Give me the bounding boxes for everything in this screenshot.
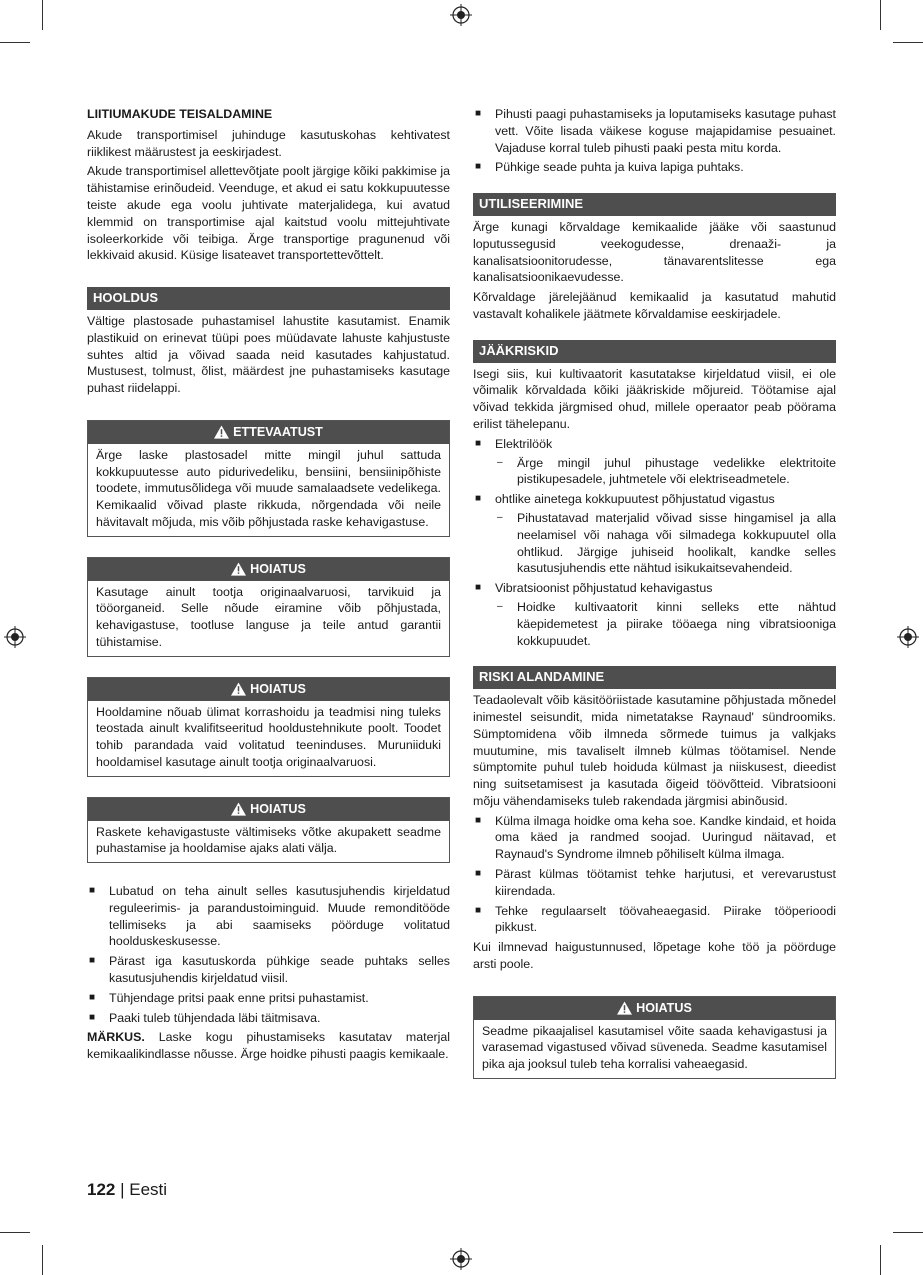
bullet-square-icon: ■ bbox=[89, 885, 96, 897]
registration-mark-icon bbox=[897, 626, 919, 648]
bullet-square-icon: ■ bbox=[475, 108, 482, 119]
risk-reduction-closing: Kui ilmnevad haigustunnused, lõpetage kohe töö ja pöörduge arsti poole. bbox=[473, 940, 836, 972]
risk-reduction-list bbox=[473, 813, 836, 937]
warning-text: Hooldamine nõuab ülimat korrashoidu ja teadmisi ning tuleks teostada ainult kvalifitseeritud hooldustehnikute poolt. Toodet tohib parandada vaid volitatud teeninduses. Muruniiduki hooldamisel kasutage ainult tootja originaalvaruosi. bbox=[96, 704, 441, 769]
registration-mark-icon bbox=[450, 4, 472, 26]
warning-title: HOIATUS bbox=[636, 1000, 692, 1015]
footer-separator: | bbox=[115, 1180, 130, 1199]
sub-list-item: – Pihustatavad materjalid võivad sisse hingamisel ja alla neelamisel või nahaga või silmadega kokkupuutel olla ohtlikud. Järgige juhiseid hoolikalt, kandke selles kasutusjuhendis ette nähtud isikukaitsevahendeid. bbox=[497, 510, 836, 576]
residual-risks-paragraph: Isegi siis, kui kultivaatorit kasutatakse kirjeldatud viisil, ei ole võimalik kõrvaldada kõiki jääkriskide mõjureid. Töötamise ajal võivad tekkida järgmised ohud, millele operaator peab pöörama erilist tähelepanu. bbox=[473, 366, 836, 431]
caution-box bbox=[87, 420, 450, 537]
caution-title: ETTEVAATUST bbox=[233, 424, 323, 439]
bullet-square-icon: ■ bbox=[475, 161, 482, 173]
list-item: ■ Paaki tuleb tühjendada läbi täitmisava. bbox=[89, 1010, 321, 1025]
maintenance-list bbox=[87, 883, 450, 1026]
list-item: ■ Pihusti paagi puhastamiseks ja loputamiseks kasutage puhast vett. Võite lisada väikese koguse majapidamise pesuainet. Vajaduse korral tuleb pihusti paaki pesta mitu korda. bbox=[475, 107, 836, 155]
list-item: ■ Elektrilöök – Ärge mingil juhul pihustage vedelikke elektritoite pistikupesadele, juhtmetele või elektriseadmetele. bbox=[475, 436, 836, 487]
warning-title: HOIATUS bbox=[250, 561, 306, 576]
warning-title: HOIATUS bbox=[250, 681, 306, 696]
bullet-square-icon: ■ bbox=[475, 582, 482, 594]
warning-triangle-icon bbox=[231, 802, 246, 816]
warning-triangle-icon bbox=[231, 682, 246, 696]
warning-triangle-icon bbox=[617, 1001, 632, 1015]
warning-text: Seadme pikaajalisel kasutamisel võite saada kehavigastusi ja varasemad vigastused võivad süveneda. Seadme kasutamisel pika aja jooksul tuleb teha korralisi vaheaegasid. bbox=[482, 1023, 827, 1072]
warning-box bbox=[473, 996, 836, 1079]
note-label: MÄRKUS. bbox=[87, 1030, 145, 1045]
disposal-heading: UTILISEERIMINE bbox=[473, 193, 836, 216]
note-paragraph bbox=[87, 1029, 450, 1063]
page-number: 122 bbox=[87, 1180, 116, 1199]
bullet-square-icon: ■ bbox=[475, 904, 482, 916]
bullet-square-icon: ■ bbox=[475, 814, 482, 826]
registration-mark-icon bbox=[4, 626, 26, 648]
list-item: ■ Pärast külmas töötamist tehke harjutusi, et verevarustust kiirendada. bbox=[475, 867, 836, 898]
warning-header bbox=[474, 997, 835, 1020]
list-item: ■ Pärast iga kasutuskorda pühkige seade puhtaks selles kasutusjuhendis kirjeldatud viisil. bbox=[89, 954, 450, 986]
warning-box bbox=[87, 797, 450, 863]
warning-text: Raskete kehavigastuste vältimiseks võtke akupakett seadme puhastamise ja hooldamise ajaks alati välja. bbox=[96, 824, 441, 856]
left-column bbox=[87, 106, 450, 1066]
sub-list-item: – Ärge mingil juhul pihustage vedelikke elektritoite pistikupesadele, juhtmetele või elektriseadmetele. bbox=[497, 455, 836, 487]
warning-text: Kasutage ainult tootja originaalvaruosi, tarvikuid ja tööorganeid. Selle nõude eiramine võib põhjustada, kehavigastuse, tootluse languse ja teile antud garantii tühistamise. bbox=[96, 584, 441, 649]
registration-mark-icon bbox=[450, 1248, 472, 1270]
page-footer bbox=[87, 1180, 167, 1200]
residual-risks-heading: JÄÄKRISKID bbox=[473, 340, 836, 363]
transport-heading: LIITIUMAKUDE TEISALDAMINE bbox=[87, 107, 273, 121]
disposal-paragraph: Kõrvaldage järelejäänud kemikaalid ja kasutatud mahutid vastavalt kohalikele jäätmete kõrvaldamise eeskirjadele. bbox=[473, 290, 836, 321]
list-item: ■ Lubatud on teha ainult selles kasutusjuhendis kirjeldatud reguleerimis- ja parandustoiminguid. Muude remonditööde tellimiseks ja abi saamiseks pöörduge volitatud hoolduskeskusesse. bbox=[89, 884, 450, 949]
caution-header bbox=[88, 421, 449, 444]
warning-box bbox=[87, 677, 450, 777]
list-item: ■ Külma ilmaga hoidke oma keha soe. Kandke kindaid, et hoida oma käed ja randmed soojad. Uuringud näitavad, et Raynaud's Syndrome ilmneb põhiliselt külma ilmaga. bbox=[475, 813, 836, 862]
transport-paragraph: Akude transportimisel juhinduge kasutuskohas kehtivatest riiklikest määrustest ja eeskirjadest. bbox=[87, 127, 450, 159]
note-text: Laske kogu pihustamiseks kasutatav materjal kemikaalikindlasse nõusse. Ärge hoidke pihusti paagis kemikaale. bbox=[87, 1030, 450, 1062]
list-item: ■ Vibratsioonist põhjustatud kehavigastus – Hoidke kultivaatorit kinni selleks ette nähtud käepidemetest ja piirake tööaega ning vibratsiooniga kokkupuudet. bbox=[475, 581, 836, 648]
right-column bbox=[473, 106, 836, 1079]
maintenance-paragraph: Vältige plastosade puhastamisel lahustite kasutamist. Enamik plastikuid on erinevat tüüpi poes müüdavate lahuste kahjustuste suhtes altid ja võivad saada neid kasutades kahjustatud. Mustusest, tolmust, õlist, määrdest jne puhastamiseks kasutage puhast riidelappi. bbox=[87, 313, 450, 396]
cleaning-list bbox=[473, 106, 836, 176]
bullet-square-icon: ■ bbox=[475, 493, 482, 505]
list-item: ■ Tühjendage pritsi paak enne pritsi puhastamist. bbox=[89, 990, 369, 1005]
risk-reduction-heading: RISKI ALANDAMINE bbox=[473, 666, 836, 689]
list-item: ■ Pühkige seade puhta ja kuiva lapiga puhtaks. bbox=[475, 160, 744, 175]
warning-triangle-icon bbox=[231, 562, 246, 576]
caution-text: Ärge laske plastosadel mitte mingil juhul sattuda kokkupuutesse auto pidurivedeliku, bensiini, bensiinipõhiste toodete, immutusõlidega või muude samalaadsete vedelikega. Kemikaalid võivad plaste rikkuda, nõrgendada või neile hävitavalt mõjuda, mis võib põhjustada raske kehavigastuse. bbox=[96, 447, 441, 529]
list-item: ■ Tehke regulaarselt töövaheaegasid. Piirake tööperioodi pikkust. bbox=[475, 903, 836, 935]
maintenance-heading: HOOLDUS bbox=[87, 287, 450, 310]
risks-list bbox=[473, 436, 836, 650]
risk-reduction-paragraph: Teadaolevalt võib käsitööriistade kasutamine põhjustada mõnedel inimestel seisundit, mida nimetatakse Raynaud' sündroomiks. Sümptomidena võib ilmneda sõrmede tuimus ja valkjaks muutumine, mis tavaliselt ilmneb külmas töötamisel. Nende sümptomite puhul tuleb hoiduda külmast ja niiskusest, dieedist ning suitsetamisest ja kasutada õigeid töövõtteid. Vibratsiooni mõju vähendamiseks tuleb rakendada järgmisi abinõusid. bbox=[473, 693, 836, 808]
bullet-square-icon: ■ bbox=[475, 868, 482, 880]
bullet-square-icon: ■ bbox=[89, 955, 96, 967]
warning-header bbox=[88, 798, 449, 821]
disposal-paragraph: Ärge kunagi kõrvaldage kemikaalide jääke või saastunud loputussegusid veekogudesse, drenaaži- ja kanalisatsioonitorudesse, tänavarentslitesse ega kanalisatsioonikaevudesse. bbox=[473, 219, 836, 285]
sub-list-item: – Hoidke kultivaatorit kinni selleks ette nähtud käepidemetest ja piirake tööaega ning vibratsiooniga kokkupuudet. bbox=[497, 599, 836, 648]
bullet-square-icon: ■ bbox=[89, 991, 96, 1003]
warning-header bbox=[88, 558, 449, 581]
bullet-square-icon: ■ bbox=[475, 437, 482, 449]
transport-paragraph: Akude transportimisel allettevõtjate poolt järgige kõiki pakkimise ja tähistamise erinõudeid. Veenduge, et akud ei satu kokkupuutesse teiste akude ega voolu juhtivate materjalidega, kui avatud klemmid on transportimise ajal kaitstud voolu mittejuhtivate isoleerkorkide või teibiga. Ärge transportige pragunenud või lekkivaid akusid. Küsige lisateavet transportettevõttelt. bbox=[87, 164, 450, 263]
warning-triangle-icon bbox=[214, 425, 229, 439]
bullet-square-icon: ■ bbox=[89, 1011, 96, 1023]
warning-box bbox=[87, 557, 450, 657]
warning-title: HOIATUS bbox=[250, 801, 306, 816]
footer-language: Eesti bbox=[129, 1180, 168, 1199]
warning-header bbox=[88, 678, 449, 701]
list-item: ■ ohtlike ainetega kokkupuutest põhjustatud vigastus – Pihustatavad materjalid võivad sisse hingamisel ja alla neelamisel või nahaga või silmadega kokkupuutel olla ohtlikud. Järgige juhiseid hoolikalt, kandke selles kasutusjuhendis ette nähtud isikukaitsevahendeid. bbox=[475, 492, 836, 576]
